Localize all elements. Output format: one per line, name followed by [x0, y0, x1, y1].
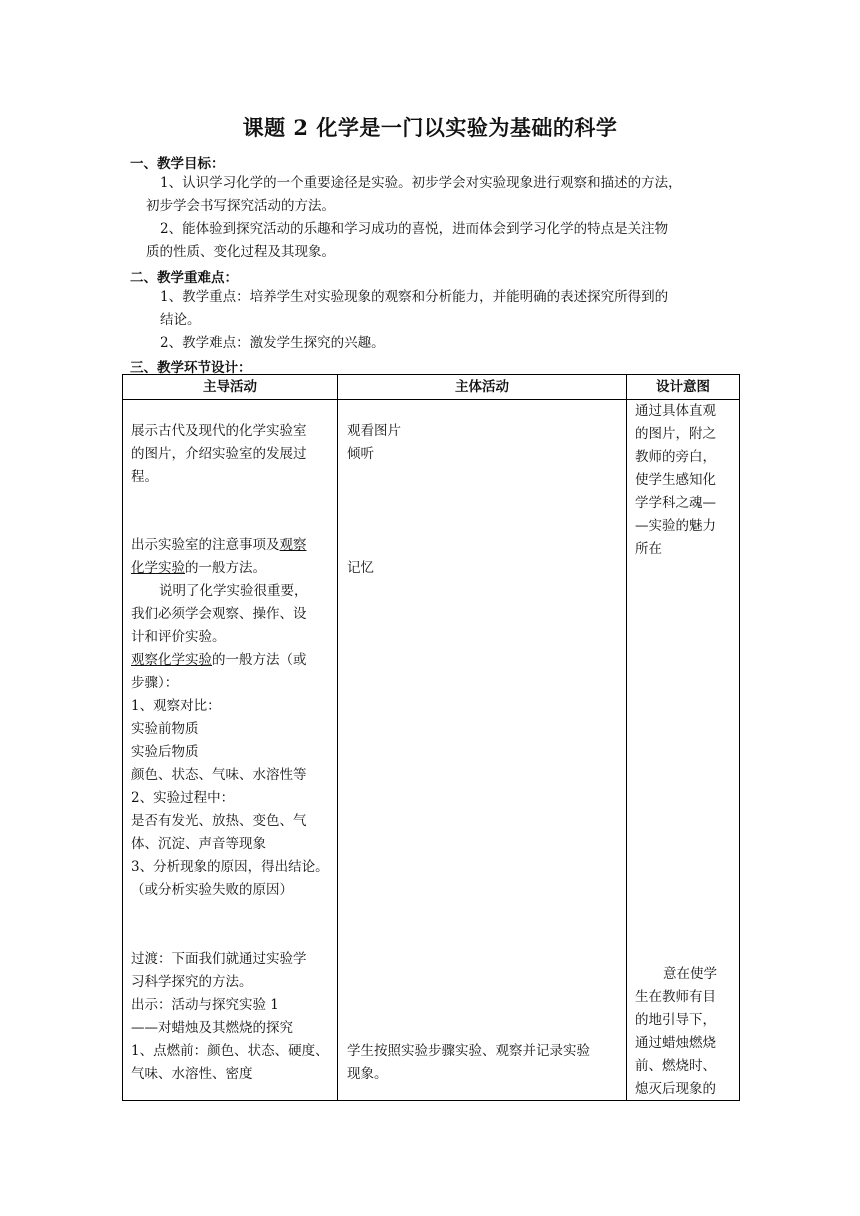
intent-line: 的图片，附之	[635, 426, 716, 442]
header-lead-activity: 主导活动	[123, 375, 338, 400]
intent-line: 使学生感知化	[635, 472, 716, 488]
header-design-intent: 设计意图	[627, 375, 740, 400]
lead-line	[131, 649, 307, 671]
lead-activity-cell	[123, 400, 338, 1101]
lead-line: ——对蜡烛及其燃烧的探究	[131, 1020, 293, 1036]
student-line: 记忆	[347, 560, 374, 576]
lead-line	[131, 534, 307, 556]
document-title: 课题 2 化学是一门以实验为基础的科学	[242, 115, 618, 140]
lead-line: 气味、水溶性、密度	[131, 1066, 253, 1082]
intent-line: 通过蜡烛燃烧	[635, 1035, 716, 1051]
student-line: 现象。	[347, 1066, 388, 1082]
lead-text: 的一般方法。	[185, 560, 266, 576]
lead-line	[131, 557, 266, 579]
intent-line: 意在使学	[663, 966, 717, 982]
student-line: 倾听	[347, 446, 374, 462]
key-point-1-line-2: 结论。	[160, 312, 201, 328]
lead-line: 程。	[131, 469, 158, 485]
lead-line: 颜色、状态、气味、水溶性等	[131, 767, 307, 783]
lead-line: 展示古代及现代的化学实验室	[131, 423, 307, 439]
underlined-term: 化学实验	[131, 560, 185, 576]
objective-1-line-2: 初步学会书写探究活动的方法。	[146, 198, 335, 214]
student-activity-cell	[338, 400, 627, 1101]
section-heading-key-points: 二、教学重难点：	[130, 270, 238, 286]
lead-line: 实验前物质	[131, 721, 199, 737]
lead-line: 习科学探究的方法。	[131, 974, 253, 990]
lead-text: 出示实验室的注意事项及	[131, 537, 280, 553]
lead-line: 1、点燃前：颜色、状态、硬度、	[131, 1043, 329, 1059]
underlined-term: 观察	[279, 537, 307, 553]
objective-1-line-1: 1、认识学习化学的一个重要途径是实验。初步学会对实验现象进行观察和描述的方法，	[160, 175, 682, 191]
lead-line: 出示：活动与探究实验 1	[131, 997, 279, 1013]
intent-line: 熄灭后现象的	[635, 1081, 716, 1097]
intent-line: 生在教师有目	[635, 989, 716, 1005]
intent-line: 学学科之魂—	[635, 495, 716, 511]
lead-line: 的图片，介绍实验室的发展过	[131, 446, 307, 462]
intent-line: 所在	[635, 541, 662, 557]
table-header-row	[123, 375, 740, 400]
lead-line: （或分析实验失败的原因）	[131, 882, 293, 898]
lead-line: 体、沉淀、声音等现象	[131, 836, 266, 852]
lead-line: 实验后物质	[131, 744, 199, 760]
intent-line: —实验的魅力	[635, 518, 716, 534]
lead-line: 计和评价实验。	[131, 629, 226, 645]
intent-line: 的地引导下，	[635, 1012, 716, 1028]
lead-line: 3、分析现象的原因，得出结论。	[131, 859, 329, 875]
objective-2-line-1: 2、能体验到探究活动的乐趣和学习成功的喜悦，进而体会到学习化学的特点是关注物	[160, 221, 669, 237]
design-intent-cell	[627, 400, 740, 1101]
intent-line: 通过具体直观	[635, 403, 716, 419]
lead-line: 步骤）：	[131, 675, 179, 691]
key-point-2: 2、教学难点：激发学生探究的兴趣。	[160, 335, 385, 351]
lead-line: 2、实验过程中：	[131, 790, 235, 806]
intent-line: 前、燃烧时、	[635, 1058, 716, 1074]
header-student-activity: 主体活动	[338, 375, 627, 400]
lead-line: 是否有发光、放热、变色、气	[131, 813, 307, 829]
lead-line: 说明了化学实验很重要，	[159, 583, 308, 599]
underlined-term: 观察化学实验	[131, 652, 212, 668]
student-line: 观看图片	[347, 423, 401, 439]
intent-line: 教师的旁白，	[635, 449, 716, 465]
lead-line: 1、观察对比：	[131, 698, 221, 714]
section-heading-objectives: 一、教学目标：	[130, 156, 225, 172]
lead-text: 的一般方法（或	[212, 652, 307, 668]
lead-line: 我们必须学会观察、操作、设	[131, 606, 307, 622]
lead-line: 过渡：下面我们就通过实验学	[131, 951, 307, 967]
student-line: 学生按照实验步骤实验、观察并记录实验	[347, 1043, 590, 1059]
key-point-1-line-1: 1、教学重点：培养学生对实验现象的观察和分析能力，并能明确的表述探究所得到的	[160, 289, 669, 305]
section-heading-procedure: 三、教学环节设计：	[130, 360, 252, 376]
table-row	[123, 400, 740, 1101]
procedure-table	[122, 374, 740, 1101]
objective-2-line-2: 质的性质、变化过程及其现象。	[146, 244, 335, 260]
